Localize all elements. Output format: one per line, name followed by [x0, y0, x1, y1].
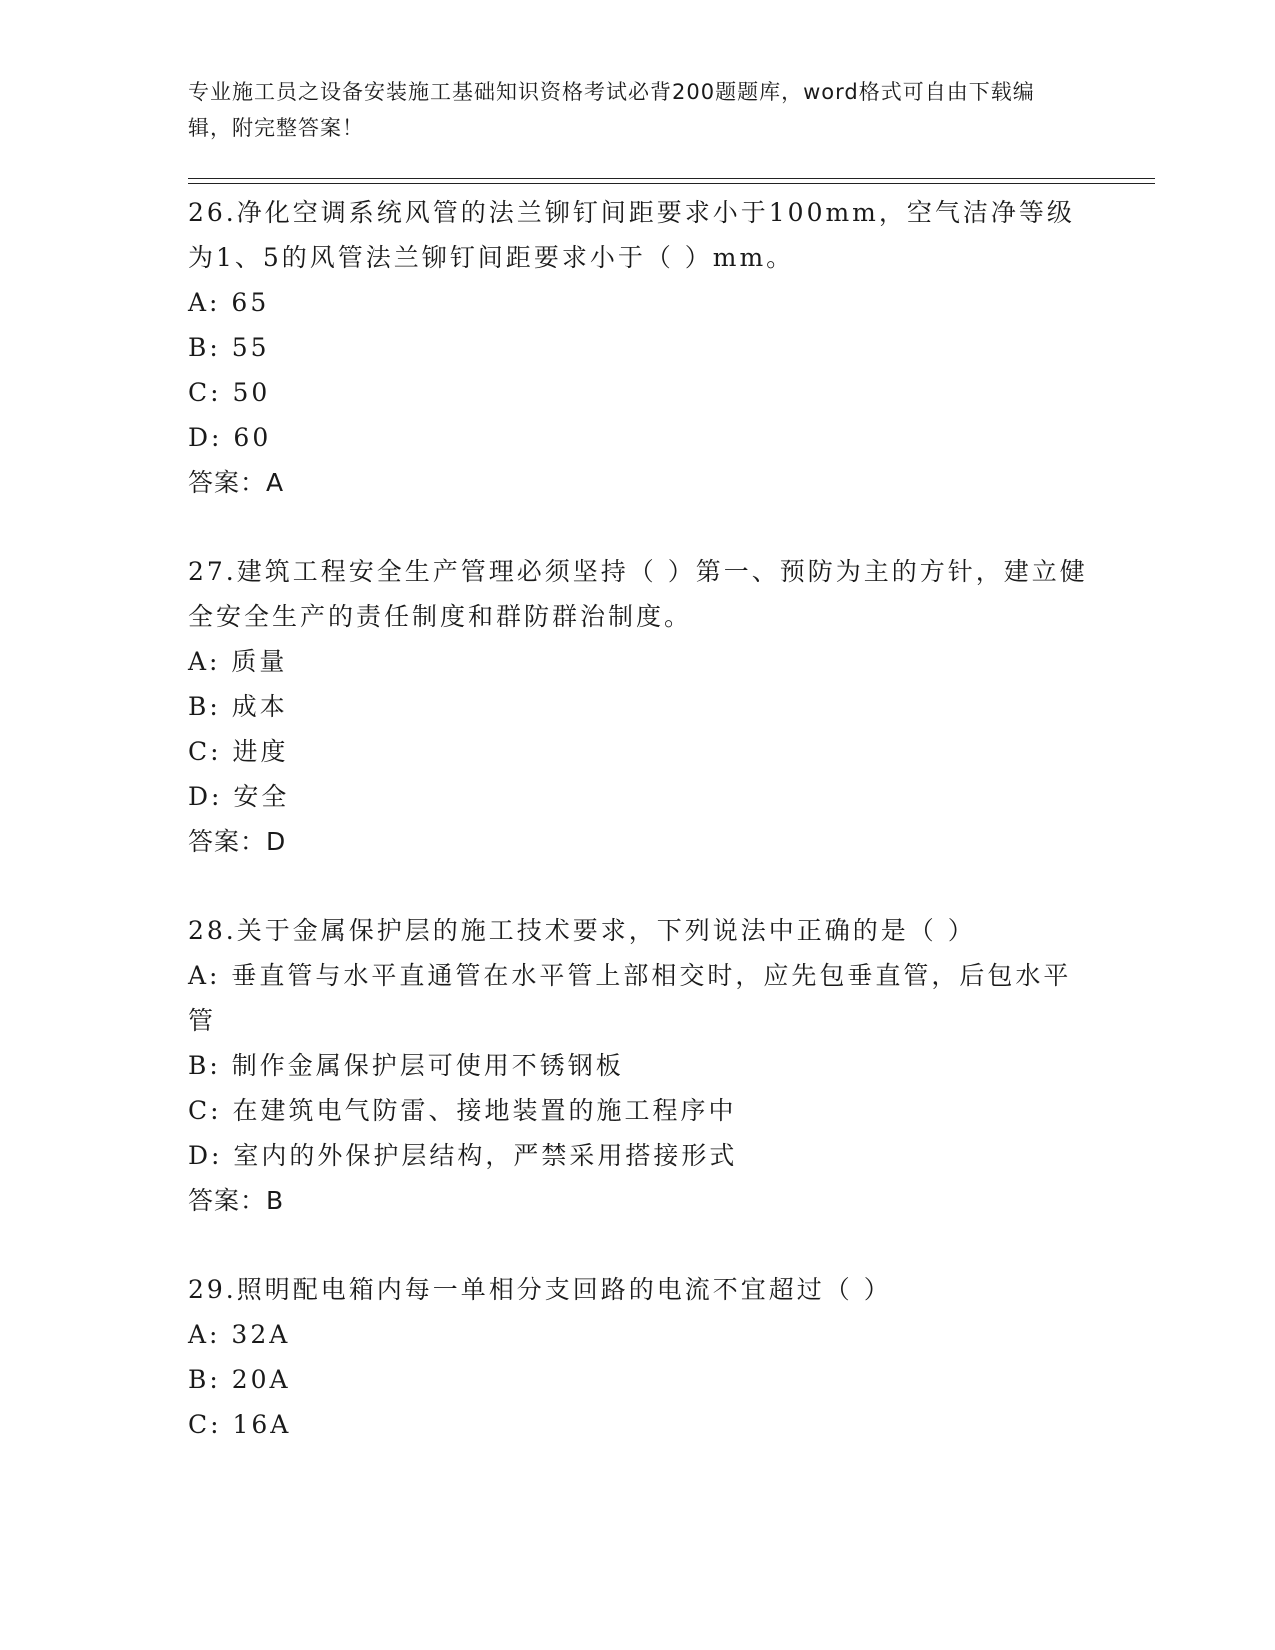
- question-28: [188, 908, 1088, 1223]
- option-a: A: 65: [188, 288, 270, 317]
- option-d: D: 60: [188, 423, 272, 452]
- option-a: A: 垂直管与水平直通管在水平管上部相交时，应先包垂直管，后包水平管: [188, 961, 1072, 1035]
- question-list: [188, 190, 1088, 1491]
- header-rule-bottom: [188, 183, 1155, 184]
- answer-line: 答案：D: [188, 827, 287, 856]
- question-stem: 29.照明配电箱内每一单相分支回路的电流不宜超过（ ）: [188, 1275, 892, 1304]
- option-b: B: 制作金属保护层可使用不锈钢板: [188, 1051, 624, 1080]
- question-27: [188, 549, 1088, 864]
- option-c: C: 50: [188, 378, 271, 407]
- header-rule-top: [188, 178, 1155, 179]
- question-29: [188, 1267, 1088, 1447]
- option-c: C: 在建筑电气防雷、接地装置的施工程序中: [188, 1096, 737, 1125]
- document-header: 专业施工员之设备安装施工基础知识资格考试必背200题题库，word格式可自由下载编辑，附完整答案！: [188, 80, 1035, 140]
- answer-line: 答案：A: [188, 468, 285, 497]
- question-stem: 27.建筑工程安全生产管理必须坚持（ ）第一、预防为主的方针，建立健全安全生产的责任制度和群防群治制度。: [188, 557, 1088, 631]
- question-stem: 26.净化空调系统风管的法兰铆钉间距要求小于100mm，空气洁净等级为1、5的风管法兰铆钉间距要求小于（ ）mm。: [188, 198, 1075, 272]
- option-b: B: 20A: [188, 1365, 291, 1394]
- option-b: B: 成本: [188, 692, 288, 721]
- question-26: [188, 190, 1088, 505]
- answer-line: 答案：B: [188, 1186, 285, 1215]
- option-b: B: 55: [188, 333, 270, 362]
- option-a: A: 质量: [188, 647, 288, 676]
- option-d: D: 安全: [188, 782, 290, 811]
- option-a: A: 32A: [188, 1320, 291, 1349]
- option-c: C: 16A: [188, 1410, 292, 1439]
- question-stem: 28.关于金属保护层的施工技术要求，下列说法中正确的是（ ）: [188, 916, 976, 945]
- option-c: C: 进度: [188, 737, 289, 766]
- option-d: D: 室内的外保护层结构，严禁采用搭接形式: [188, 1141, 738, 1170]
